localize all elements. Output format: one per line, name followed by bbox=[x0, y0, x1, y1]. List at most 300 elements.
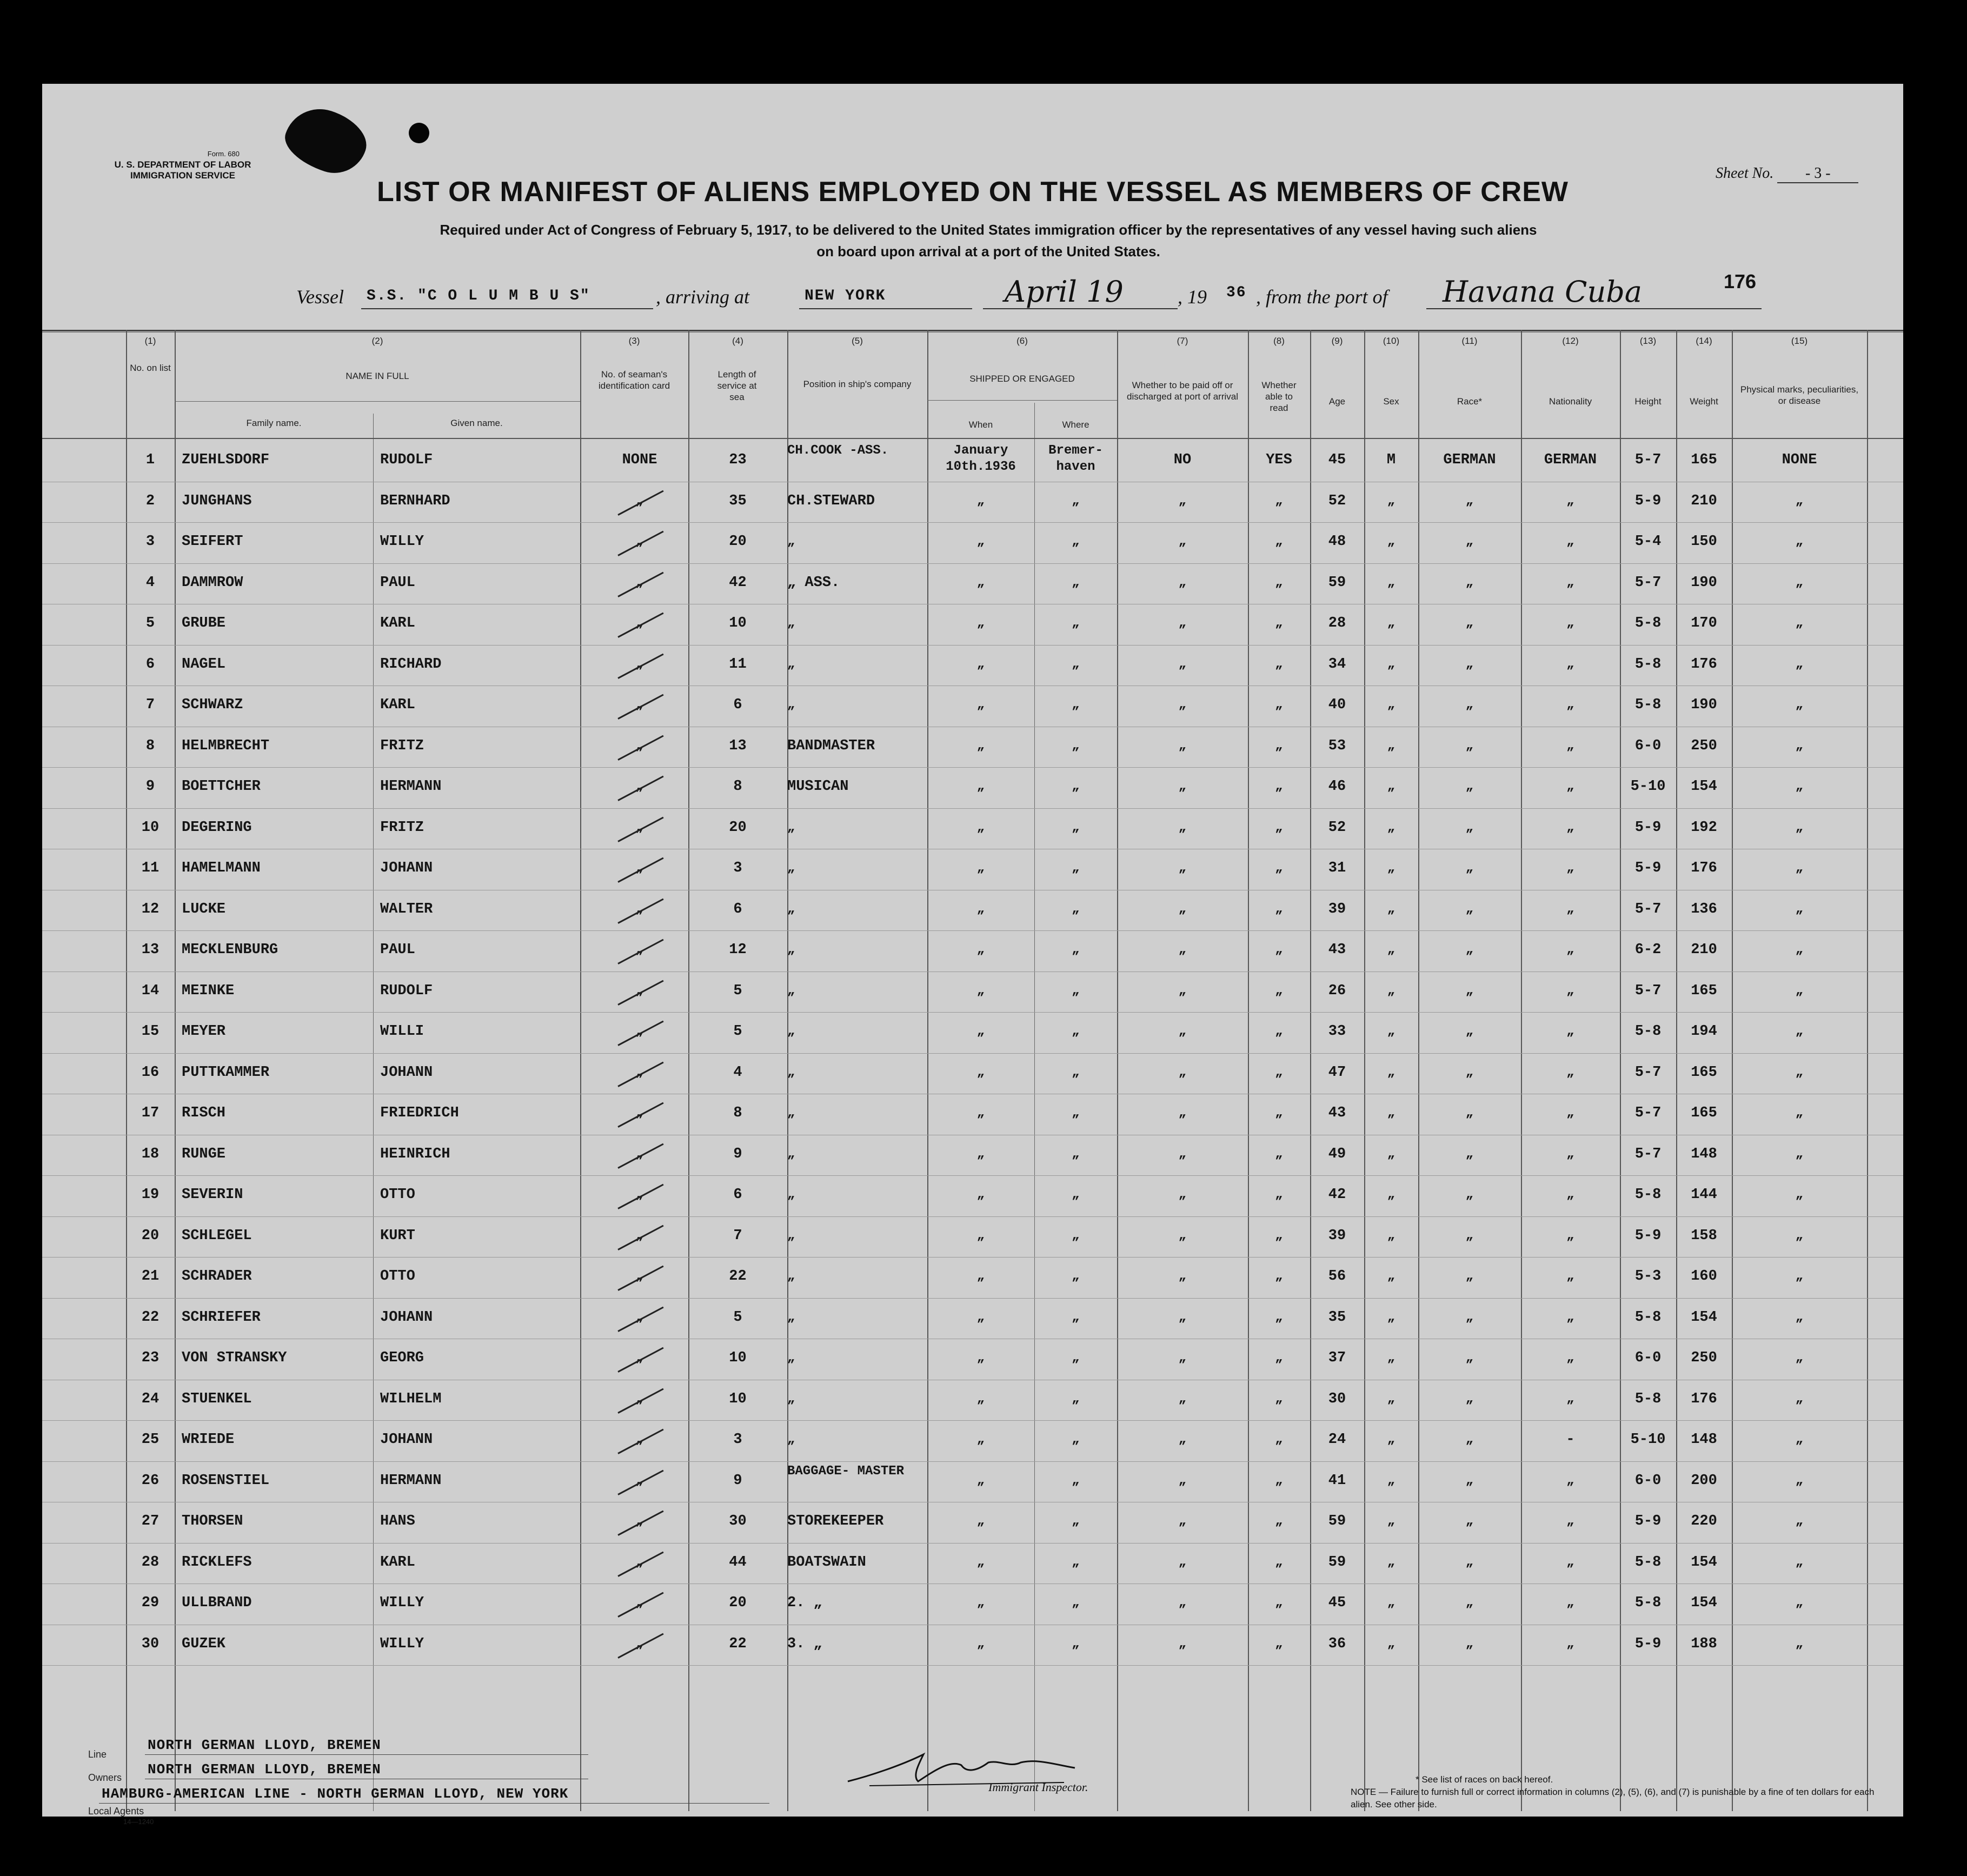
col-3-number: (3) bbox=[628, 336, 640, 346]
cell-weight: 154 bbox=[1691, 1595, 1717, 1611]
cell-sex: „ bbox=[1387, 1391, 1395, 1406]
cell-height: 5-8 bbox=[1634, 697, 1662, 713]
cell-family: SCHWARZ bbox=[182, 697, 243, 713]
cell-sex: M bbox=[1386, 452, 1396, 468]
cell-age: 52 bbox=[1328, 493, 1346, 509]
cell-nationality: „ bbox=[1566, 1514, 1574, 1528]
cell-read: „ bbox=[1275, 983, 1283, 998]
cell-when: „ bbox=[976, 983, 985, 998]
cell-height: 5-8 bbox=[1634, 1391, 1662, 1407]
cell-card: „ bbox=[635, 1024, 644, 1039]
cell-no: 4 bbox=[145, 574, 155, 591]
cell-where: „ bbox=[1072, 1187, 1080, 1202]
cell-age: 46 bbox=[1328, 779, 1346, 795]
cell-weight: 250 bbox=[1691, 1350, 1717, 1366]
cell-card: „ bbox=[635, 493, 644, 508]
cell-read: „ bbox=[1275, 1146, 1283, 1161]
cell-where: „ bbox=[1072, 1065, 1080, 1080]
cell-when: „ bbox=[976, 1391, 985, 1406]
cell-card: „ bbox=[635, 1351, 644, 1365]
cell-paid: „ bbox=[1178, 616, 1187, 630]
cell-read: „ bbox=[1275, 779, 1283, 794]
cell-read: „ bbox=[1275, 861, 1283, 875]
cell-read: „ bbox=[1275, 1636, 1283, 1651]
cell-family: VON STRANSKY bbox=[182, 1350, 287, 1366]
year-label: , 19 bbox=[1178, 286, 1207, 308]
cell-weight: 176 bbox=[1691, 656, 1717, 673]
cell-service: 9 bbox=[733, 1146, 742, 1162]
cell-when: „ bbox=[976, 1187, 985, 1202]
cell-position: CH.STEWARD bbox=[787, 493, 875, 509]
cell-where: „ bbox=[1072, 942, 1080, 957]
cell-given: WILLY bbox=[380, 534, 424, 550]
manifest-sheet bbox=[42, 84, 1903, 1826]
cell-paid: „ bbox=[1178, 534, 1187, 549]
cell-read: „ bbox=[1275, 1309, 1283, 1325]
cell-no: 12 bbox=[141, 901, 160, 917]
cell-sex: „ bbox=[1387, 901, 1395, 916]
cell-no: 29 bbox=[141, 1595, 160, 1611]
cell-no: 18 bbox=[141, 1146, 160, 1162]
cell-marks: „ bbox=[1795, 493, 1804, 508]
cell-service: 22 bbox=[729, 1268, 747, 1285]
cell-marks: „ bbox=[1795, 575, 1804, 590]
cell-read: „ bbox=[1275, 1351, 1283, 1365]
cell-weight: 190 bbox=[1691, 697, 1717, 713]
col-12-number: (12) bbox=[1562, 336, 1579, 346]
cell-paid: „ bbox=[1178, 1595, 1187, 1610]
cell-read: „ bbox=[1275, 534, 1283, 549]
cell-height: 5-4 bbox=[1634, 534, 1662, 550]
cell-card: „ bbox=[635, 534, 644, 549]
cell-card: „ bbox=[635, 901, 644, 916]
cell-family: HAMELMANN bbox=[182, 860, 261, 876]
cell-nationality: „ bbox=[1566, 1269, 1574, 1283]
cell-marks: „ bbox=[1795, 861, 1804, 875]
cell-race: „ bbox=[1465, 942, 1474, 957]
cell-where: „ bbox=[1072, 1309, 1080, 1325]
cell-where: „ bbox=[1072, 493, 1080, 508]
cell-race: „ bbox=[1465, 901, 1474, 916]
cell-when: „ bbox=[976, 1146, 985, 1161]
cell-weight: 210 bbox=[1691, 942, 1717, 958]
cell-marks: „ bbox=[1795, 1106, 1804, 1120]
cell-given: BERNHARD bbox=[380, 493, 450, 509]
cell-nationality: „ bbox=[1566, 1351, 1574, 1365]
cell-weight: 200 bbox=[1691, 1472, 1717, 1489]
cell-age: 53 bbox=[1328, 737, 1346, 754]
cell-where: „ bbox=[1072, 1636, 1080, 1651]
cell-marks: NONE bbox=[1782, 452, 1817, 468]
cell-paid: „ bbox=[1178, 1351, 1187, 1365]
cell-family: MECKLENBURG bbox=[182, 942, 278, 958]
cell-race: „ bbox=[1465, 1024, 1474, 1039]
agents-label: Local Agents bbox=[88, 1806, 144, 1817]
cell-given: WILLI bbox=[380, 1023, 424, 1040]
cell-when: „ bbox=[976, 820, 985, 835]
cell-paid: „ bbox=[1178, 1554, 1187, 1569]
cell-position: „ bbox=[787, 1309, 795, 1325]
cell-no: 16 bbox=[141, 1064, 160, 1081]
cell-service: 42 bbox=[729, 574, 747, 591]
cell-nationality: „ bbox=[1566, 493, 1574, 508]
cell-when: „ bbox=[976, 616, 985, 630]
cell-height: 5-8 bbox=[1634, 1023, 1662, 1040]
cell-family: JUNGHANS bbox=[182, 493, 252, 509]
cell-race: „ bbox=[1465, 1432, 1474, 1447]
cell-position: „ bbox=[787, 697, 795, 712]
cell-no: 30 bbox=[141, 1635, 160, 1652]
service-name: IMMIGRATION SERVICE bbox=[130, 170, 235, 181]
cell-family: MEYER bbox=[182, 1023, 226, 1040]
cell-when: „ bbox=[976, 1432, 985, 1447]
cell-no: 14 bbox=[141, 982, 160, 999]
cell-paid: „ bbox=[1178, 738, 1187, 753]
cell-read: „ bbox=[1275, 575, 1283, 590]
cell-where: „ bbox=[1072, 1146, 1080, 1161]
col-header-when: When bbox=[968, 420, 993, 430]
cell-where: „ bbox=[1072, 616, 1080, 630]
col-6-number: (6) bbox=[1016, 336, 1028, 346]
cell-when: „ bbox=[976, 1309, 985, 1325]
cell-marks: „ bbox=[1795, 983, 1804, 998]
cell-no: 9 bbox=[145, 779, 155, 795]
cell-card: „ bbox=[635, 942, 644, 957]
cell-race: „ bbox=[1465, 1595, 1474, 1610]
cell-height: 5-8 bbox=[1634, 1595, 1662, 1611]
cell-position: „ bbox=[787, 1106, 795, 1120]
cell-marks: „ bbox=[1795, 820, 1804, 835]
cell-height: 5-10 bbox=[1630, 1432, 1666, 1448]
cell-given: FRITZ bbox=[380, 737, 424, 754]
cell-position: „ bbox=[787, 1228, 795, 1243]
cell-position: 3. „ bbox=[787, 1635, 822, 1652]
cell-nationality: „ bbox=[1566, 1554, 1574, 1569]
sheet-number-value: - 3 - bbox=[1777, 165, 1858, 183]
cell-read: „ bbox=[1275, 1595, 1283, 1610]
cell-paid: „ bbox=[1178, 1636, 1187, 1651]
cell-no: 5 bbox=[145, 615, 155, 631]
cell-nationality: „ bbox=[1566, 616, 1574, 630]
vessel-name: S.S. "C O L U M B U S" bbox=[367, 288, 590, 304]
cell-race: „ bbox=[1465, 1636, 1474, 1651]
cell-given: GEORG bbox=[380, 1350, 424, 1366]
cell-weight: 176 bbox=[1691, 860, 1717, 876]
cell-sex: „ bbox=[1387, 861, 1395, 875]
cell-no: 20 bbox=[141, 1227, 160, 1244]
cell-weight: 165 bbox=[1691, 452, 1717, 468]
cell-height: 5-9 bbox=[1634, 1635, 1662, 1652]
cell-family: MEINKE bbox=[182, 982, 235, 999]
cell-position: „ bbox=[787, 1065, 795, 1080]
cell-height: 5-9 bbox=[1634, 819, 1662, 836]
cell-race: „ bbox=[1465, 1514, 1474, 1528]
cell-sex: „ bbox=[1387, 1554, 1395, 1569]
cell-nationality: „ bbox=[1566, 656, 1574, 671]
cell-service: 11 bbox=[729, 656, 747, 673]
col-2-number: (2) bbox=[371, 336, 383, 346]
cell-read: „ bbox=[1275, 901, 1283, 916]
cell-service: 22 bbox=[729, 1635, 747, 1652]
cell-family: RISCH bbox=[182, 1105, 226, 1121]
cell-nationality: „ bbox=[1566, 1473, 1574, 1488]
cell-marks: „ bbox=[1795, 1024, 1804, 1039]
cell-no: 8 bbox=[145, 737, 155, 754]
cell-paid: „ bbox=[1178, 1187, 1187, 1202]
manifest-subtitle bbox=[231, 219, 1745, 262]
col-5-number: (5) bbox=[852, 336, 863, 346]
cell-when: „ bbox=[976, 1554, 985, 1569]
cell-given: PAUL bbox=[380, 942, 415, 958]
cell-read: „ bbox=[1275, 738, 1283, 753]
col-9-number: (9) bbox=[1331, 336, 1343, 346]
cell-given: JOHANN bbox=[380, 1064, 433, 1081]
cell-height: 5-8 bbox=[1634, 1309, 1662, 1326]
cell-card: „ bbox=[635, 1554, 644, 1569]
cell-where: „ bbox=[1072, 901, 1080, 916]
cell-marks: „ bbox=[1795, 942, 1804, 957]
cell-family: GRUBE bbox=[182, 615, 226, 631]
cell-sex: „ bbox=[1387, 1187, 1395, 1202]
arrival-date: April 19 bbox=[1005, 275, 1124, 309]
cell-marks: „ bbox=[1795, 534, 1804, 549]
cell-position: BANDMASTER bbox=[787, 737, 875, 754]
cell-height: 5-3 bbox=[1634, 1268, 1662, 1285]
cell-position: „ bbox=[787, 983, 795, 998]
owners-label: Owners bbox=[88, 1772, 122, 1783]
cell-read: „ bbox=[1275, 1024, 1283, 1039]
cell-age: 56 bbox=[1328, 1268, 1346, 1285]
cell-service: 35 bbox=[729, 493, 747, 509]
col-header-position: Position in ship's company bbox=[803, 379, 912, 389]
cell-marks: „ bbox=[1795, 901, 1804, 916]
col-header-weight: Weight bbox=[1690, 396, 1718, 407]
cell-age: 43 bbox=[1328, 942, 1346, 958]
cell-marks: „ bbox=[1795, 616, 1804, 630]
cell-where: „ bbox=[1072, 983, 1080, 998]
cell-card: „ bbox=[635, 656, 644, 671]
cell-height: 5-7 bbox=[1634, 452, 1662, 468]
cell-given: KARL bbox=[380, 697, 415, 713]
cell-sex: „ bbox=[1387, 1065, 1395, 1080]
cell-given: FRITZ bbox=[380, 819, 424, 836]
cell-no: 1 bbox=[145, 452, 155, 468]
cell-position: „ bbox=[787, 1391, 795, 1406]
cell-age: 48 bbox=[1328, 534, 1346, 550]
cell-nationality: „ bbox=[1566, 534, 1574, 549]
cell-paid: „ bbox=[1178, 942, 1187, 957]
cell-service: 9 bbox=[733, 1472, 742, 1489]
cell-nationality: „ bbox=[1566, 575, 1574, 590]
cell-sex: „ bbox=[1387, 1514, 1395, 1528]
cell-age: 39 bbox=[1328, 901, 1346, 917]
cell-when: „ bbox=[976, 1106, 985, 1120]
cell-service: 10 bbox=[729, 615, 747, 631]
col-header-service: Length of service at sea bbox=[717, 369, 757, 402]
cell-sex: „ bbox=[1387, 942, 1395, 957]
cell-given: HANS bbox=[380, 1513, 415, 1529]
cell-family: SEVERIN bbox=[182, 1187, 243, 1203]
cell-position: BAGGAGE- MASTER bbox=[787, 1463, 905, 1479]
cell-family: DEGERING bbox=[182, 819, 252, 836]
cell-marks: „ bbox=[1795, 697, 1804, 712]
cell-nationality: „ bbox=[1566, 1024, 1574, 1039]
col-header-given: Given name. bbox=[450, 418, 503, 428]
cell-nationality: „ bbox=[1566, 779, 1574, 794]
cell-paid: „ bbox=[1178, 1228, 1187, 1243]
cell-family: PUTTKAMMER bbox=[182, 1064, 270, 1081]
cell-height: 6-0 bbox=[1634, 737, 1662, 754]
cell-marks: „ bbox=[1795, 1351, 1804, 1365]
col-11-number: (11) bbox=[1461, 336, 1478, 346]
cell-paid: „ bbox=[1178, 1146, 1187, 1161]
cell-race: „ bbox=[1465, 656, 1474, 671]
cell-service: 8 bbox=[733, 1105, 742, 1121]
cell-where: „ bbox=[1072, 656, 1080, 671]
cell-height: 5-8 bbox=[1634, 656, 1662, 673]
cell-sex: „ bbox=[1387, 1432, 1395, 1447]
cell-service: 30 bbox=[729, 1513, 747, 1529]
col-header-name: NAME IN FULL bbox=[345, 371, 409, 381]
cell-sex: „ bbox=[1387, 1146, 1395, 1161]
cell-sex: „ bbox=[1387, 1351, 1395, 1365]
cell-age: 39 bbox=[1328, 1227, 1346, 1244]
cell-where: „ bbox=[1072, 779, 1080, 794]
cell-nationality: - bbox=[1566, 1432, 1575, 1448]
cell-given: JOHANN bbox=[380, 860, 433, 876]
cell-card: „ bbox=[635, 820, 644, 835]
cell-race: „ bbox=[1465, 1309, 1474, 1325]
col-header-read: Whether able to read bbox=[1261, 380, 1297, 413]
cell-position: „ bbox=[787, 1146, 795, 1161]
cell-paid: „ bbox=[1178, 901, 1187, 916]
cell-marks: „ bbox=[1795, 656, 1804, 671]
cell-sex: „ bbox=[1387, 697, 1395, 712]
cell-sex: „ bbox=[1387, 493, 1395, 508]
cell-weight: 194 bbox=[1691, 1023, 1717, 1040]
cell-family: BOETTCHER bbox=[182, 779, 261, 795]
cell-nationality: GERMAN bbox=[1544, 452, 1597, 468]
cell-family: SCHRADER bbox=[182, 1268, 252, 1285]
cell-height: 6-0 bbox=[1634, 1350, 1662, 1366]
cell-paid: „ bbox=[1178, 1106, 1187, 1120]
cell-race: „ bbox=[1465, 1146, 1474, 1161]
cell-nationality: „ bbox=[1566, 820, 1574, 835]
cell-given: HEINRICH bbox=[380, 1146, 450, 1162]
cell-sex: „ bbox=[1387, 575, 1395, 590]
cell-where: „ bbox=[1072, 1595, 1080, 1610]
cell-nationality: „ bbox=[1566, 1106, 1574, 1120]
cell-weight: 170 bbox=[1691, 615, 1717, 631]
cell-service: 3 bbox=[733, 1432, 742, 1448]
col-header-where: Where bbox=[1062, 420, 1089, 430]
cell-position: „ bbox=[787, 1432, 795, 1447]
owners-value: NORTH GERMAN LLOYD, BREMEN bbox=[148, 1761, 381, 1778]
cell-family: THORSEN bbox=[182, 1513, 243, 1529]
cell-when: „ bbox=[976, 534, 985, 549]
cell-given: WALTER bbox=[380, 901, 433, 917]
cell-position: BOATSWAIN bbox=[787, 1554, 866, 1571]
voyage-line bbox=[248, 275, 1816, 314]
cell-age: 45 bbox=[1328, 452, 1346, 468]
cell-service: 20 bbox=[729, 1595, 747, 1611]
cell-service: 6 bbox=[733, 901, 742, 917]
cell-marks: „ bbox=[1795, 1187, 1804, 1202]
cell-paid: „ bbox=[1178, 697, 1187, 712]
cell-age: 40 bbox=[1328, 697, 1346, 713]
cell-card: „ bbox=[635, 1065, 644, 1080]
cell-read: YES bbox=[1266, 452, 1292, 468]
cell-marks: „ bbox=[1795, 1514, 1804, 1528]
cell-nationality: „ bbox=[1566, 861, 1574, 875]
cell-where: „ bbox=[1072, 1514, 1080, 1528]
arrival-year: 36 bbox=[1226, 284, 1247, 301]
col-15-number: (15) bbox=[1791, 336, 1808, 346]
cell-where: „ bbox=[1072, 1106, 1080, 1120]
cell-weight: 220 bbox=[1691, 1513, 1717, 1529]
cell-family: WRIEDE bbox=[182, 1432, 235, 1448]
cell-when: „ bbox=[976, 1473, 985, 1488]
cell-nationality: „ bbox=[1566, 697, 1574, 712]
department-name: U. S. DEPARTMENT OF LABOR bbox=[114, 159, 251, 170]
cell-race: „ bbox=[1465, 1065, 1474, 1080]
cell-where: „ bbox=[1072, 861, 1080, 875]
cell-service: 20 bbox=[729, 819, 747, 836]
cell-race: GERMAN bbox=[1443, 452, 1496, 468]
cell-sex: „ bbox=[1387, 1024, 1395, 1039]
cell-weight: 165 bbox=[1691, 1064, 1717, 1081]
cell-read: „ bbox=[1275, 1514, 1283, 1528]
cell-weight: 150 bbox=[1691, 534, 1717, 550]
cell-where: „ bbox=[1072, 575, 1080, 590]
cell-no: 2 bbox=[145, 493, 155, 509]
cell-card: „ bbox=[635, 738, 644, 753]
cell-paid: „ bbox=[1178, 1024, 1187, 1039]
cell-service: 6 bbox=[733, 1187, 742, 1203]
col-header-age: Age bbox=[1328, 396, 1346, 407]
form-number: Form. 680 bbox=[207, 150, 240, 158]
cell-position: „ bbox=[787, 1351, 795, 1365]
cell-no: 3 bbox=[145, 534, 155, 550]
cell-marks: „ bbox=[1795, 1269, 1804, 1283]
cell-paid: „ bbox=[1178, 820, 1187, 835]
cell-nationality: „ bbox=[1566, 983, 1574, 998]
cell-read: „ bbox=[1275, 697, 1283, 712]
cell-card: „ bbox=[635, 1595, 644, 1610]
cell-marks: „ bbox=[1795, 738, 1804, 753]
col-header-race: Race* bbox=[1457, 396, 1483, 407]
cell-paid: „ bbox=[1178, 861, 1187, 875]
cell-marks: „ bbox=[1795, 1432, 1804, 1447]
cell-weight: 148 bbox=[1691, 1146, 1717, 1162]
cell-service: 44 bbox=[729, 1554, 747, 1571]
cell-given: WILLY bbox=[380, 1635, 424, 1652]
cell-race: „ bbox=[1465, 820, 1474, 835]
cell-where: „ bbox=[1072, 1228, 1080, 1243]
cell-when: „ bbox=[976, 697, 985, 712]
cell-sex: „ bbox=[1387, 534, 1395, 549]
cell-position: „ bbox=[787, 901, 795, 916]
cell-given: HERMANN bbox=[380, 779, 442, 795]
cell-sex: „ bbox=[1387, 738, 1395, 753]
cell-family: DAMMROW bbox=[182, 574, 243, 591]
line-label: Line bbox=[88, 1749, 107, 1760]
cell-when: „ bbox=[976, 1514, 985, 1528]
cell-when: „ bbox=[976, 738, 985, 753]
cell-where: „ bbox=[1072, 738, 1080, 753]
cell-sex: „ bbox=[1387, 1228, 1395, 1243]
cell-no: 28 bbox=[141, 1554, 160, 1571]
